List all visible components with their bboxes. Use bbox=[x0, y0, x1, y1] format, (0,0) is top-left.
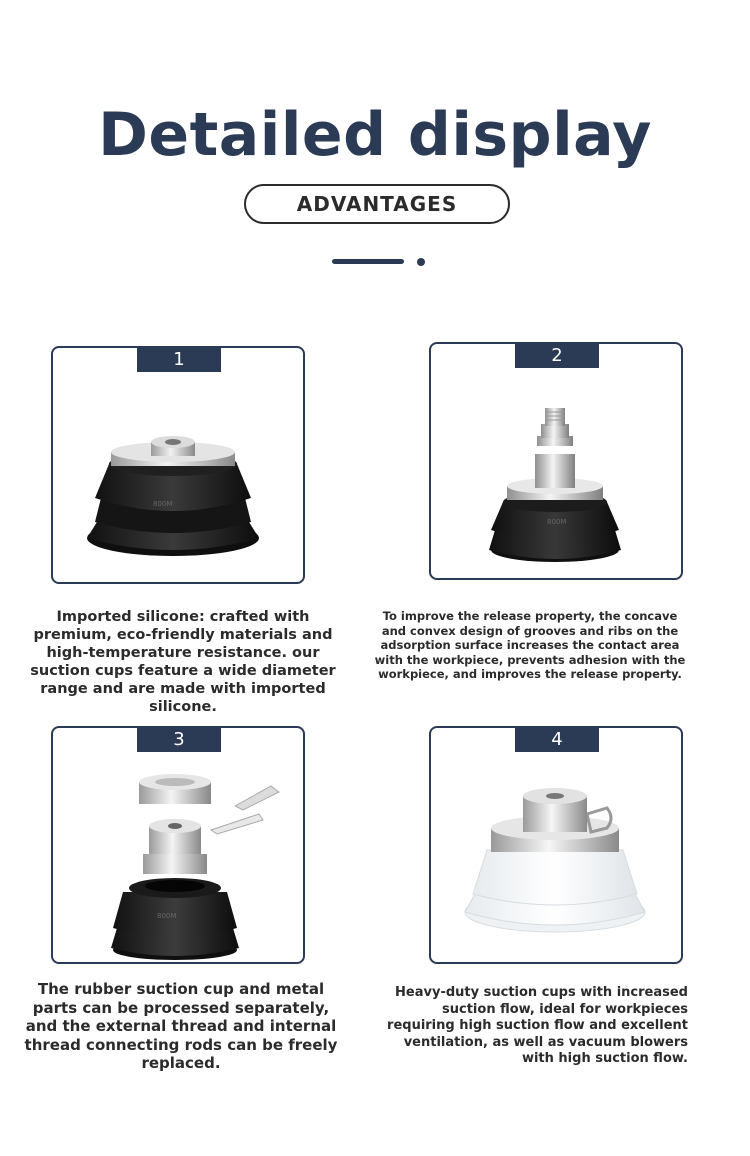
feature-number: 3 bbox=[137, 726, 221, 752]
feature-card-4 bbox=[429, 726, 683, 964]
feature-number: 4 bbox=[515, 726, 599, 752]
advantages-badge: ADVANTAGES bbox=[244, 184, 510, 224]
feature-card-3 bbox=[51, 726, 305, 964]
feature-description: Heavy-duty suction cups with increased suction flow, ideal for workpieces requiring high suction flow and excellent ventilation, as well as vacuum blowers with high suction flow. bbox=[387, 985, 688, 1066]
feature-description: To improve the release property, the concave and convex design of grooves and ribs on the adsorption surface increases the contact area with the workpiece, prevents adhesion with the workpiece, and improves the release property. bbox=[374, 609, 686, 681]
feature-description: Imported silicone: crafted with premium, eco-friendly materials and high-temperature resistance. our suction cups feature a wide diameter range and are made with imported silicone. bbox=[30, 609, 336, 715]
svg-text:800M: 800M bbox=[153, 500, 173, 508]
disassembled-suction-cup-parts-icon bbox=[53, 728, 303, 962]
feature-number: 2 bbox=[515, 342, 599, 368]
page-title: Detailed display bbox=[98, 100, 652, 170]
feature-description: The rubber suction cup and metal parts can be processed separately, and the external thread and internal thread connecting rods can be freely replaced. bbox=[24, 980, 338, 1072]
suction-cup-with-threaded-fitting-icon bbox=[431, 344, 681, 578]
white-heavy-duty-suction-cup-icon bbox=[431, 728, 681, 962]
decorative-dot bbox=[417, 258, 425, 266]
feature-card-2 bbox=[429, 342, 683, 580]
black-suction-cup-icon bbox=[53, 348, 303, 582]
svg-text:800M: 800M bbox=[157, 912, 177, 920]
decorative-bar bbox=[332, 259, 404, 264]
feature-number: 1 bbox=[137, 346, 221, 372]
feature-card-1 bbox=[51, 346, 305, 584]
svg-text:800M: 800M bbox=[547, 518, 567, 526]
